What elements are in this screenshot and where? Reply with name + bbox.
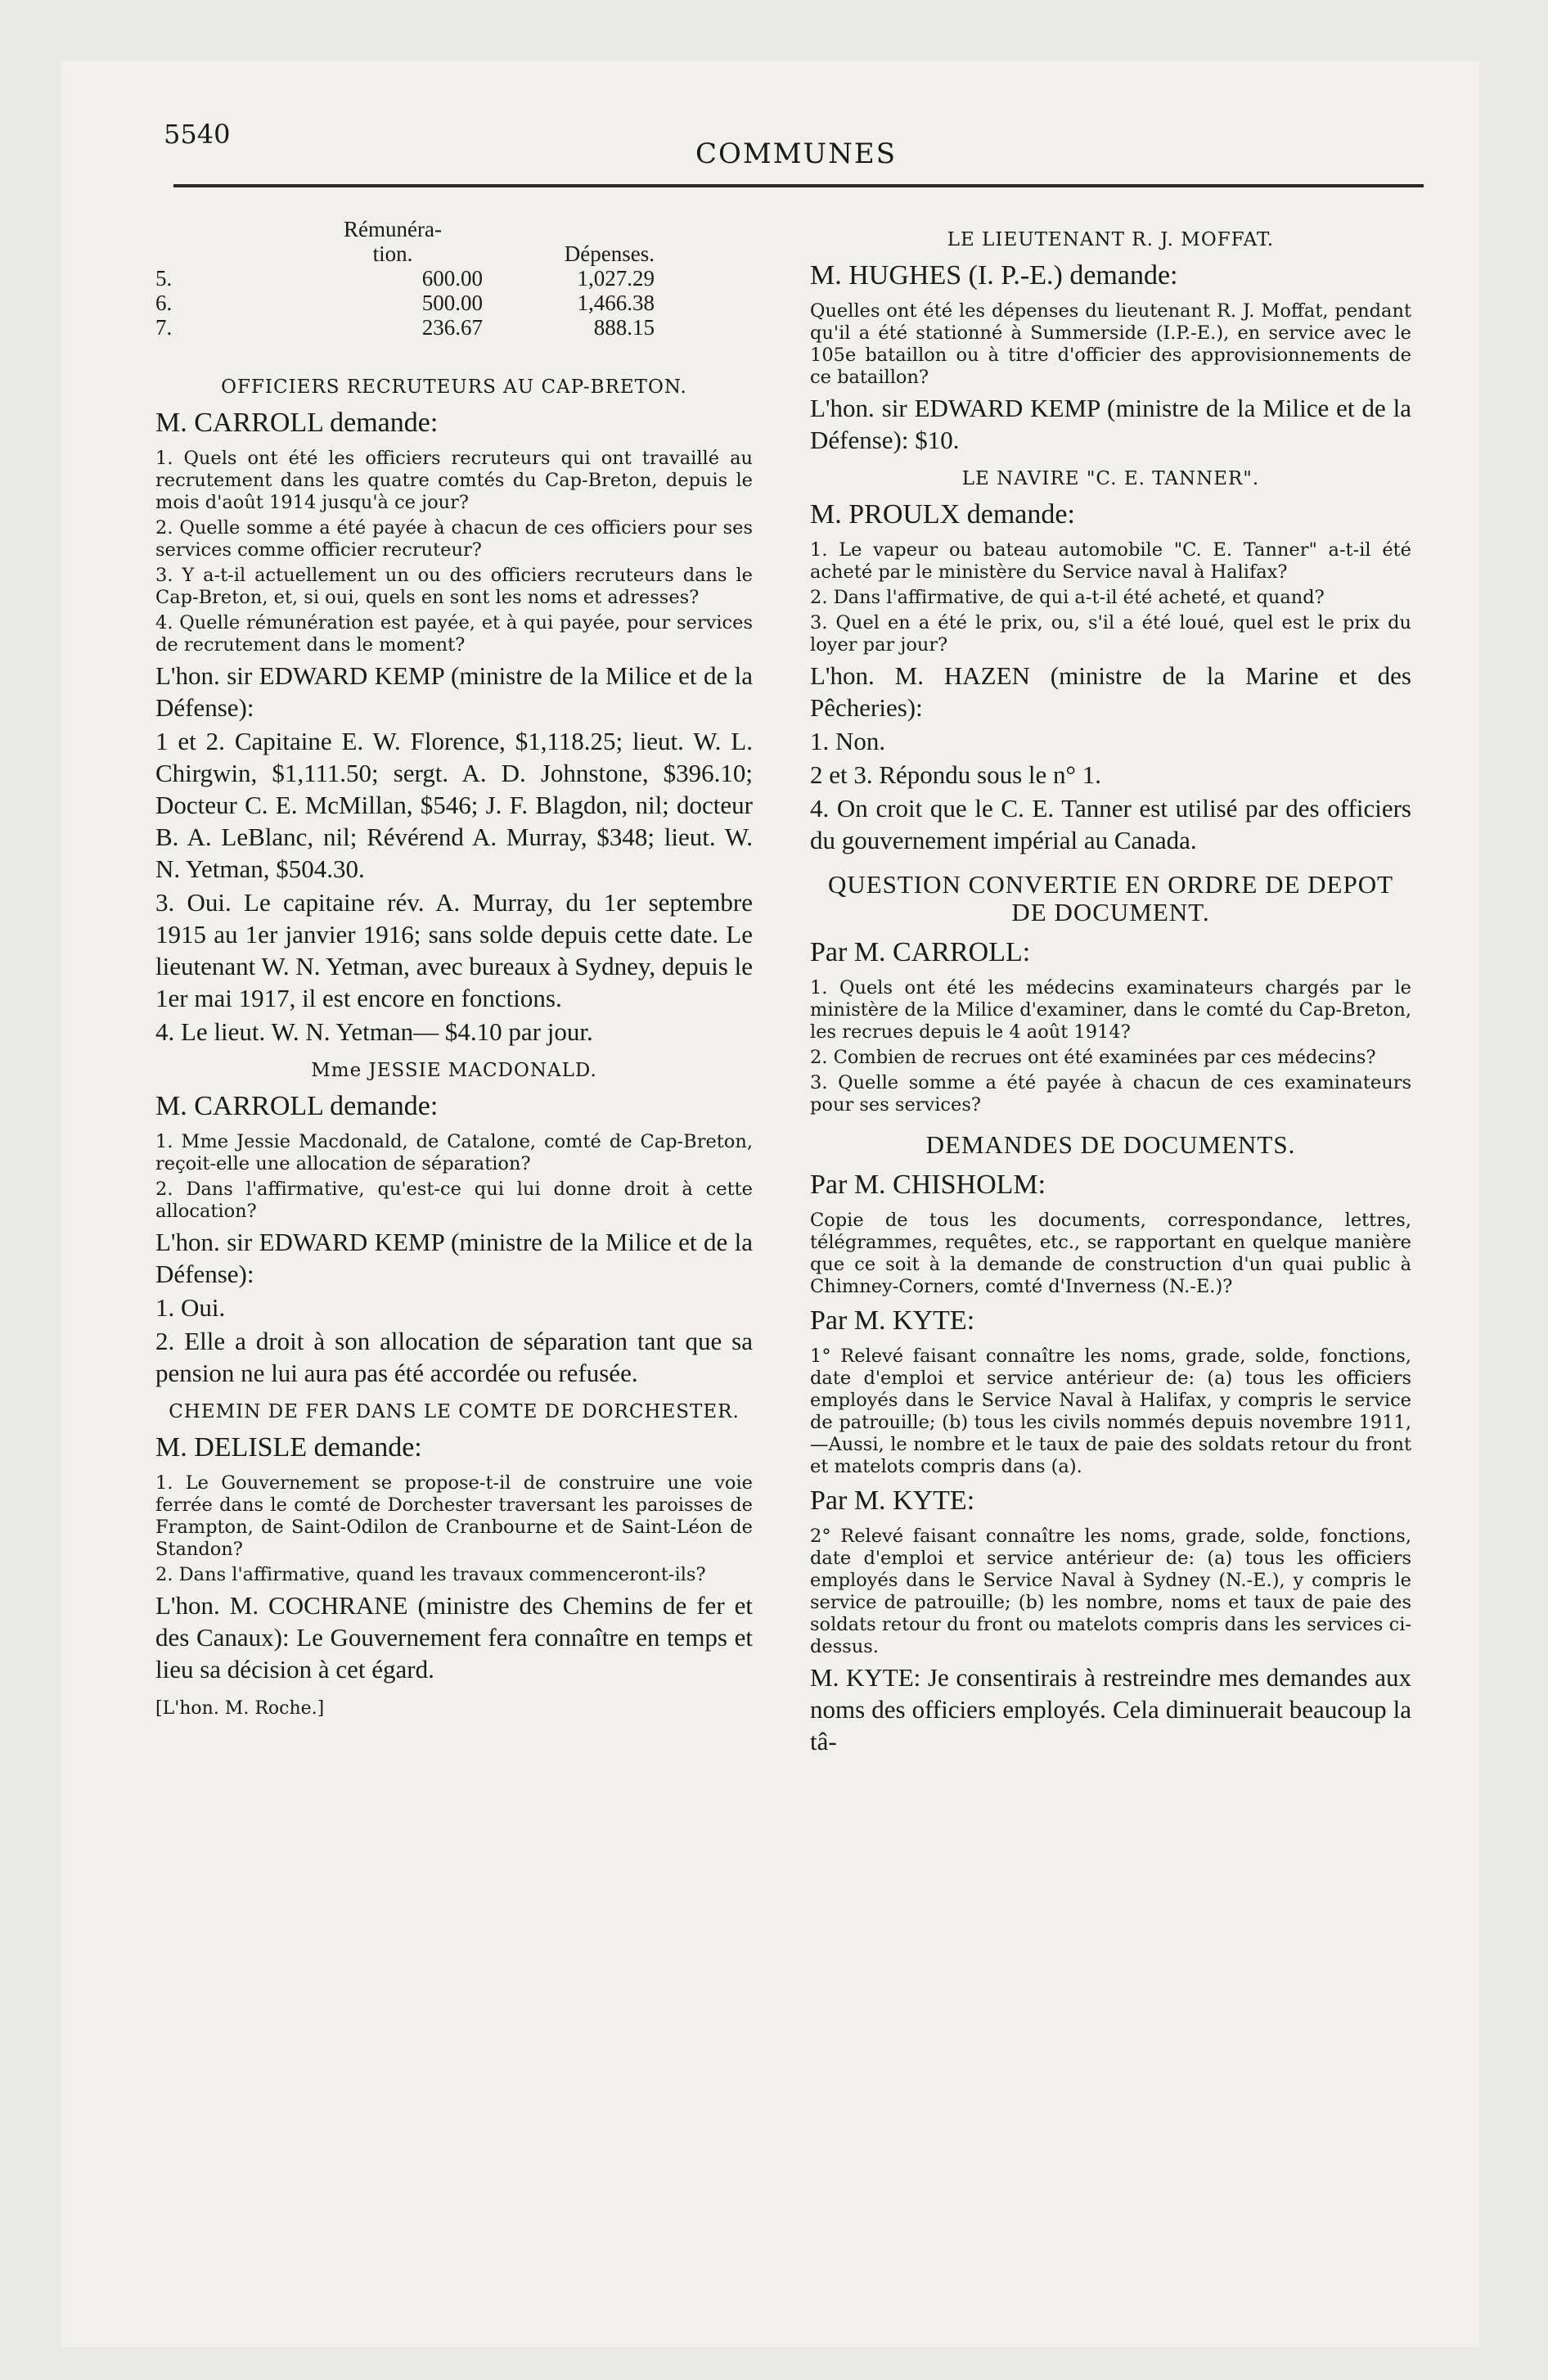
answer-paragraph: 2. Elle a droit à son allocation de séparation tant que sa pension ne lui aura pas été accordée ou refusée. — [155, 1327, 753, 1387]
section-heading: LE LIEUTENANT R. J. MOFFAT. — [947, 229, 1275, 250]
answer-paragraph: 1. Non. — [810, 727, 886, 755]
page-number: 5540 — [164, 119, 231, 150]
answer-paragraph: 1 et 2. Capitaine E. W. Florence, $1,118.25; lieut. W. L. Chirgwin, $1,111.50; sergt. A. D. Johnstone, $396.10; Docteur C. E. McMillan, $546; J. F. Blagdon, nil; docteur B. A. LeBlanc, nil; Révérend A. Murray, $348; lieut. W. N. Yetman, $504.30. — [155, 727, 753, 883]
section-heading: OFFICIERS RECRUTEURS AU CAP-BRETON. — [221, 376, 687, 398]
section-heading: QUESTION CONVERTIE EN ORDRE DE DEPOT DE DOCUMENT. — [827, 870, 1394, 926]
answer-paragraph: 3. Oui. Le capitaine rév. A. Murray, du 1er septembre 1915 au 1er janvier 1916; sans solde depuis cette date. Le lieutenant W. N. Yetman, avec bureaux à Sydney, depuis le 1er mai 1917, il est encore en fonctions. — [155, 888, 753, 1012]
minister-line: L'hon. sir EDWARD KEMP (ministre de la Milice et de la Défense): — [155, 661, 753, 722]
question-paragraph: 3. Y a-t-il actuellement un ou des officiers recruteurs dans le Cap-Breton, et, si oui, quels en sont les noms et adresses? — [155, 565, 753, 608]
question-paragraph: 3. Quel en a été le prix, ou, s'il a été loué, quel est le prix du loyer par jour? — [810, 612, 1411, 656]
closing-paragraph: M. KYTE: Je consentirais à restreindre mes demandes aux noms des officiers employés. Cela diminuerait beaucoup la tâ- — [810, 1663, 1411, 1756]
right-column — [810, 217, 1411, 1759]
section-heading: Mme JESSIE MACDONALD. — [311, 1060, 597, 1081]
question-paragraph: 2. Dans l'affirmative, quand les travaux commenceront-ils? — [155, 1564, 706, 1585]
answer-paragraph: 4. On croit que le C. E. Tanner est utilisé par des officiers du gouvernement impérial au Canada. — [810, 794, 1411, 854]
answer-paragraph: L'hon. M. COCHRANE (ministre des Chemins de fer et des Canaux): Le Gouvernement fera connaître en temps et lieu sa décision à cet égard. — [155, 1591, 753, 1684]
col-remuneration-header-2: tion. — [372, 241, 413, 266]
left-column — [155, 217, 753, 1719]
section-heading: CHEMIN DE FER DANS LE COMTE DE DORCHESTER. — [169, 1401, 740, 1422]
answer-paragraph: 1. Oui. — [155, 1293, 226, 1322]
table-header — [155, 217, 753, 266]
table-row: 7. 236.67 888.15 — [155, 315, 655, 340]
section-heading: DEMANDES DE DOCUMENTS. — [925, 1130, 1296, 1159]
speaker-line: Par M. KYTE: — [810, 1305, 975, 1336]
question-paragraph: 2. Quelle somme a été payée à chacun de ces officiers pour ses services comme officier recruteur? — [155, 517, 753, 561]
question-paragraph: 1. Mme Jessie Macdonald, de Catalone, comté de Cap-Breton, reçoit-elle une allocation de séparation? — [155, 1131, 753, 1174]
question-paragraph: 4. Quelle rémunération est payée, et à qui payée, pour services de recrutement dans le moment? — [155, 612, 753, 656]
question-paragraph: 2. Dans l'affirmative, de qui a-t-il été acheté, et quand? — [810, 587, 1325, 608]
question-paragraph: 3. Quelle somme a été payée à chacun de ces examinateurs pour ses services? — [810, 1072, 1411, 1116]
col-depenses-header: Dépenses. — [564, 241, 655, 266]
speaker-line: Par M. KYTE: — [810, 1485, 975, 1516]
minister-line: L'hon. sir EDWARD KEMP (ministre de la Milice et de la Défense): — [155, 1228, 753, 1288]
speaker-line: M. CARROLL demande: — [155, 408, 439, 438]
minister-line: L'hon. M. HAZEN (ministre de la Marine et des Pêcheries): — [810, 661, 1411, 722]
question-paragraph: 1. Le vapeur ou bateau automobile "C. E. Tanner" a-t-il été acheté par le ministère du Service naval à Halifax? — [810, 539, 1411, 583]
speaker-line: Par M. CHISHOLM: — [810, 1170, 1046, 1200]
running-head: COMMUNES — [695, 137, 898, 170]
answer-paragraph: L'hon. sir EDWARD KEMP (ministre de la Milice et de la Défense): $10. — [810, 394, 1411, 454]
question-paragraph: 1. Le Gouvernement se propose-t-il de construire une voie ferrée dans le comté de Dorchester traversant les paroisses de Frampton, de Saint-Odilon de Cranbourne et de Saint-Léon de Standon? — [155, 1472, 753, 1560]
question-paragraph: Quelles ont été les dépenses du lieutenant R. J. Moffat, pendant qu'il a été stationné à Summerside (I.P.-E.), en service avec le 105e bataillon ou à titre d'officier des approvisionnements de ce bataillon? — [810, 300, 1411, 388]
document-request-paragraph: 1° Relevé faisant connaître les noms, grade, solde, fonctions, date d'emploi et service antérieur de: (a) tous les officiers employés dans le Service Naval à Halifax, y compris le service de patrouille; (b) tous les civils nommés depuis novembre 1911,—Aussi, le nombre et le taux de paie des soldats retour du front et matelots compris dans (a). — [810, 1346, 1411, 1477]
speaker-line: Par M. CARROLL: — [810, 937, 1031, 967]
footer-reference: [L'hon. M. Roche.] — [155, 1698, 325, 1719]
section-heading: LE NAVIRE "C. E. TANNER". — [961, 468, 1260, 489]
document-request-paragraph: 2° Relevé faisant connaître les noms, grade, solde, fonctions, date d'emploi et service antérieur de: (a) tous les officiers employés dans le Service Naval à Sydney (N.-E.), y compris le service de patrouille; (b) les nombre, noms et taux de paie des soldats retour du front ou matelots compris dans les services ci-dessus. — [810, 1526, 1411, 1657]
question-paragraph: 1. Quels ont été les médecins examinateurs chargés par le ministère de la Milice d'examiner, dans le comté du Cap-Breton, les recrues depuis le 4 août 1914? — [810, 977, 1411, 1043]
question-paragraph: 2. Dans l'affirmative, qu'est-ce qui lui donne droit à cette allocation? — [155, 1179, 753, 1222]
speaker-line: M. HUGHES (I. P.-E.) demande: — [810, 260, 1178, 291]
speaker-line: M. DELISLE demande: — [155, 1432, 422, 1463]
question-paragraph: 2. Combien de recrues ont été examinées par ces médecins? — [810, 1047, 1376, 1068]
question-paragraph: 1. Quels ont été les officiers recruteurs qui ont travaillé au recrutement dans les quatre comtés du Cap-Breton, depuis le mois d'août 1914 jusqu'à ce jour? — [155, 448, 753, 513]
answer-paragraph: 2 et 3. Répondu sous le n° 1. — [810, 760, 1101, 789]
document-request-paragraph: Copie de tous les documents, correspondance, lettres, télégrammes, requêtes, etc., se rapportant en quelque manière que ce soit à la demande de construction d'un quai public à Chimney-Corners, comté d'Inverness (N.-E.)? — [810, 1210, 1411, 1297]
col-remuneration-header: Rémunéra- — [344, 217, 442, 241]
table-row: 5. 600.00 1,027.29 — [155, 266, 655, 291]
speaker-line: M. PROULX demande: — [810, 499, 1075, 530]
speaker-line: M. CARROLL demande: — [155, 1091, 439, 1121]
expense-table — [155, 217, 753, 340]
table-row: 6. 500.00 1,466.38 — [155, 291, 655, 315]
answer-paragraph: 4. Le lieut. W. N. Yetman— $4.10 par jour. — [155, 1017, 593, 1046]
header-rule — [173, 184, 1424, 187]
